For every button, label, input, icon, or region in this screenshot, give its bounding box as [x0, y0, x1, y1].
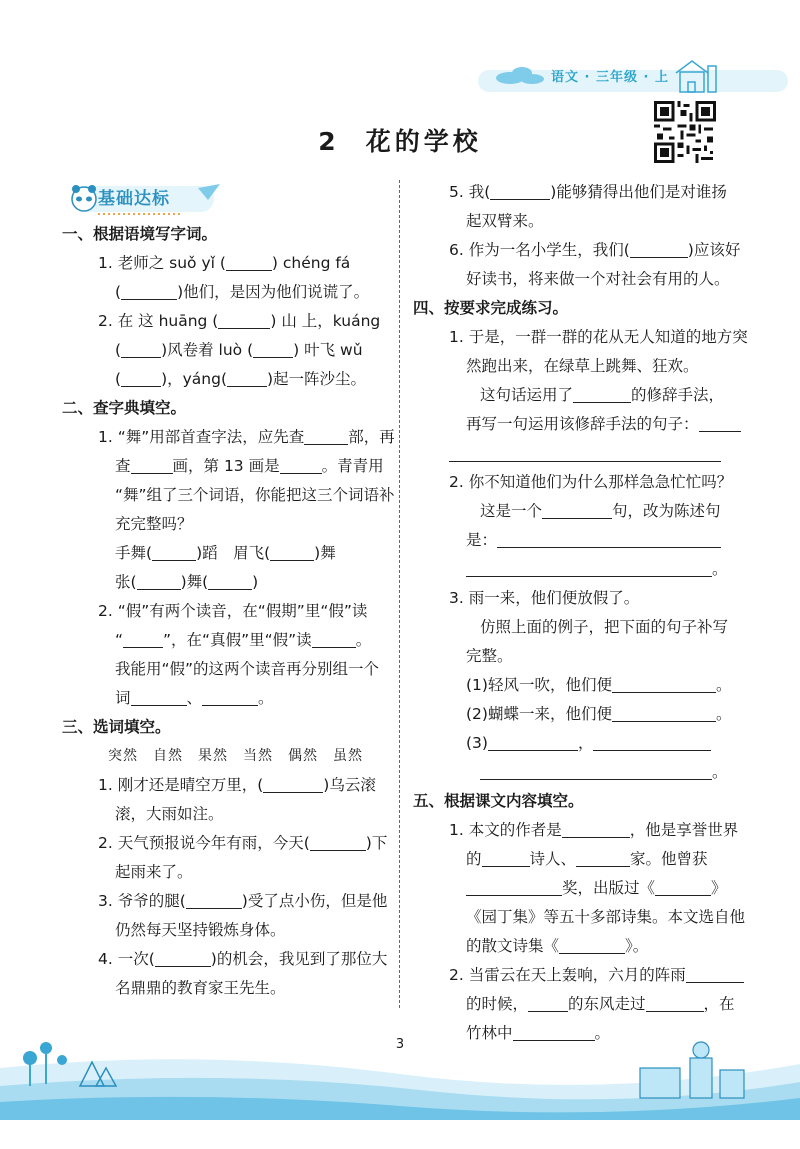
- question-line: 2. 当雷云在天上轰响，六月的阵雨: [413, 961, 733, 990]
- question-line: 充完整吗？: [115, 515, 193, 533]
- answer-blank[interactable]: [155, 951, 211, 968]
- question-line: ( )风卷着 luò ( ) 叶飞 wǔ: [115, 341, 363, 359]
- section-title: 一、根据语境写字词。: [62, 225, 218, 243]
- answer-blank[interactable]: [655, 880, 711, 897]
- question-line: 3. 雨一来，他们便放假了。: [449, 589, 640, 607]
- lesson-number: 2: [318, 127, 340, 156]
- answer-blank[interactable]: [121, 371, 161, 388]
- cloud-icon: [496, 67, 544, 84]
- answer-blank[interactable]: [152, 545, 196, 562]
- question-line: 1. 本文的作者是 ，他是享誉世界: [449, 821, 739, 839]
- left-column: [62, 178, 395, 1003]
- question-line: 的散文诗集《 》。: [466, 937, 649, 955]
- answer-blank[interactable]: [482, 851, 530, 868]
- question-line: 6. 作为一名小学生，我们( )应该好: [449, 241, 741, 259]
- answer-blank[interactable]: [137, 574, 181, 591]
- answer-blank[interactable]: [263, 777, 323, 794]
- question-line: 的时候， 的东风走过 ，在: [466, 995, 735, 1013]
- question-line: “舞”组了三个词语，你能把这三个词语补: [115, 486, 395, 504]
- question-line: 1. “舞”用部首查字法，应先查 部，再: [98, 428, 395, 446]
- answer-blank[interactable]: [466, 561, 712, 578]
- question-line: 仿照上面的例子，把下面的句子补写: [480, 618, 729, 636]
- answer-blank[interactable]: [310, 835, 366, 852]
- answer-blank[interactable]: [573, 387, 631, 404]
- answer-blank[interactable]: [202, 690, 258, 707]
- answer-blank[interactable]: [488, 735, 578, 752]
- question-line: 张( )舞( ): [115, 573, 259, 591]
- badge-label: 基础达标: [98, 189, 170, 209]
- lesson-name: 花的学校: [365, 127, 482, 156]
- section-badge: [68, 178, 392, 220]
- question-line: 起双臂来。: [466, 212, 544, 230]
- question-line: 竹林中 。: [466, 1024, 611, 1042]
- answer-blank[interactable]: [121, 284, 177, 301]
- answer-blank[interactable]: [186, 893, 242, 910]
- question-line: (2)蝴蝶一来，他们便 。: [466, 705, 732, 723]
- answer-blank[interactable]: [593, 735, 711, 752]
- question-line: 4. 一次( )的机会，我见到了那位大: [98, 950, 388, 968]
- answer-blank[interactable]: [227, 371, 267, 388]
- question-line: (1)轻风一吹，他们便 。: [466, 676, 732, 694]
- answer-blank[interactable]: [270, 545, 314, 562]
- answer-blank[interactable]: [497, 532, 721, 549]
- answer-blank[interactable]: [480, 764, 712, 781]
- answer-blank[interactable]: [131, 458, 173, 475]
- answer-blank[interactable]: [559, 938, 625, 955]
- answer-blank[interactable]: [466, 880, 562, 897]
- answer-blank[interactable]: [542, 503, 612, 520]
- question-line: 2. 在 这 huāng ( ) 山 上，kuáng: [98, 312, 381, 330]
- answer-blank[interactable]: [528, 996, 568, 1013]
- answer-blank[interactable]: [562, 822, 630, 839]
- question-line: 1. 于是，一群一群的花从无人知道的地方突: [449, 328, 748, 346]
- question-line: 再写一句运用该修辞手法的句子：: [413, 410, 733, 439]
- question-line: 滚，大雨如注。: [115, 805, 224, 823]
- question-line: 5. 我( )能够猜得出他们是对谁扬: [449, 183, 727, 201]
- question-line: 这是一个 句，改为陈述句: [480, 502, 721, 520]
- question-line: ( )他们，是因为他们说谎了。: [115, 283, 370, 301]
- question-line: 手舞( )蹈 眉飞( )舞: [115, 544, 336, 562]
- answer-blank[interactable]: [131, 690, 187, 707]
- question-line: 是：: [413, 526, 733, 555]
- question-line: 3. 爷爷的腿( )受了点小伤，但是他: [98, 892, 388, 910]
- question-line: 的 诗人、 家。他曾获: [466, 850, 708, 868]
- answer-line[interactable]: [449, 439, 721, 462]
- answer-blank[interactable]: [123, 632, 163, 649]
- answer-blank[interactable]: [576, 851, 630, 868]
- question-line: 。: [413, 758, 733, 787]
- answer-blank[interactable]: [490, 184, 550, 201]
- question-line: 词 、 。: [115, 689, 274, 707]
- column-divider: [399, 180, 400, 1008]
- section-title: 二、查字典填空。: [62, 399, 187, 417]
- question-line: 1. 老师之 suǒ yǐ ( ) chéng fá: [98, 254, 351, 272]
- answer-blank[interactable]: [218, 313, 270, 330]
- answer-blank[interactable]: [612, 677, 716, 694]
- answer-blank[interactable]: [646, 996, 704, 1013]
- question-line: 名鼎鼎的教育家王先生。: [115, 979, 286, 997]
- answer-blank[interactable]: [630, 242, 688, 259]
- question-line: 奖，出版过《 》: [413, 874, 733, 903]
- lesson-title: [0, 122, 800, 158]
- answer-blank[interactable]: [280, 458, 322, 475]
- question-line: 查 画，第 13 画是 。青青用: [115, 457, 384, 475]
- section-title: 四、按要求完成练习。: [413, 299, 569, 317]
- question-line: 这句话运用了 的修辞手法，: [480, 386, 725, 404]
- answer-blank[interactable]: [312, 632, 356, 649]
- answer-blank[interactable]: [208, 574, 252, 591]
- question-line: ( )，yáng( )起一阵沙尘。: [115, 370, 367, 388]
- question-line: 2. 天气预报说今年有雨，今天( )下: [98, 834, 388, 852]
- answer-blank[interactable]: [699, 416, 741, 433]
- right-column: [413, 178, 748, 1048]
- section-title: 五、根据课文内容填空。: [413, 792, 584, 810]
- question-line: 然跑出来，在绿草上跳舞、狂欢。: [466, 357, 699, 375]
- question-line: 《园丁集》等五十多部诗集。本文选自他: [466, 908, 746, 926]
- page-number: 3: [395, 1037, 405, 1052]
- question-line: 起雨来了。: [115, 863, 193, 881]
- question-line: 2. 你不知道他们为什么那样急急忙忙吗？: [449, 473, 733, 491]
- section-title: 三、选词填空。: [62, 718, 171, 736]
- question-line: 好读书，将来做一个对社会有用的人。: [466, 270, 730, 288]
- question-line: 2. “假”有两个读音，在“假期”里“假”读: [98, 602, 368, 620]
- answer-blank[interactable]: [686, 967, 744, 984]
- question-line: 完整。: [466, 647, 513, 665]
- question-line: 1. 刚才还是晴空万里，( )乌云滚: [98, 776, 376, 794]
- question-line: 我能用“假”的这两个读音再分别组一个: [115, 660, 380, 678]
- answer-blank[interactable]: [253, 342, 293, 359]
- answer-blank[interactable]: [304, 429, 348, 446]
- question-line: 仍然每天坚持锻炼身体。: [115, 921, 286, 939]
- word-bank: 突然 自然 果然 当然 偶然 虽然: [108, 748, 363, 764]
- answer-blank[interactable]: [121, 342, 161, 359]
- question-line: “ ”，在“真假”里“假”读 。: [115, 631, 372, 649]
- answer-blank[interactable]: [612, 706, 716, 723]
- header-decoration: [0, 58, 800, 98]
- answer-blank[interactable]: [226, 255, 272, 272]
- question-line: 。: [413, 555, 733, 584]
- subject-grade-label: 语文 · 三年级 · 上: [551, 70, 669, 85]
- question-line: (3) ，: [413, 729, 733, 758]
